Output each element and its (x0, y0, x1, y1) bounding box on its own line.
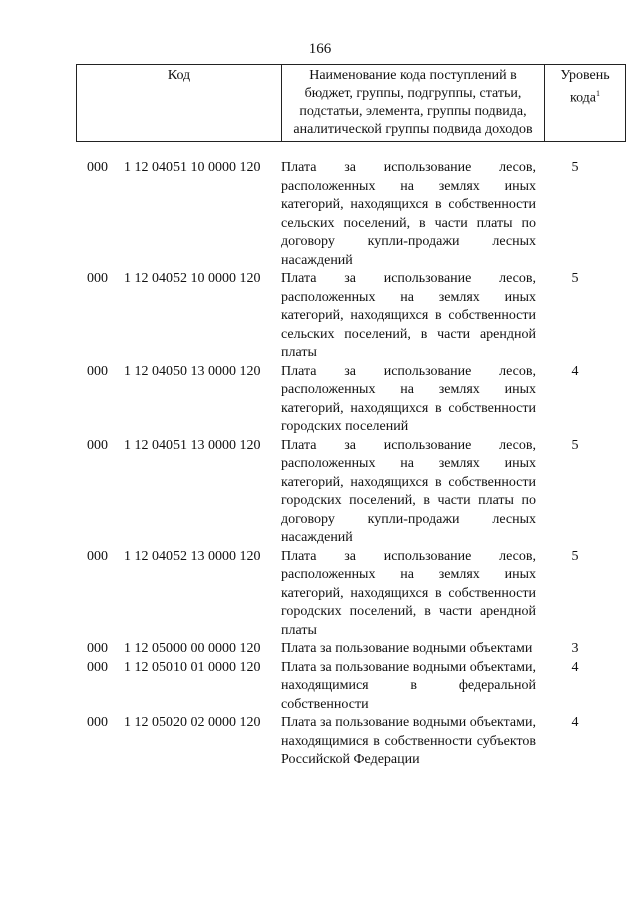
row-prefix: 000 (87, 715, 108, 730)
row-name: Плата за пользование водными объектами (281, 641, 533, 656)
row-prefix: 000 (87, 641, 108, 656)
table-row (0, 159, 640, 270)
row-name: Плата за использование лесов, расположенных на землях иных категорий, находящихся в собственности сельских поселений, в части арендной платы (281, 271, 536, 360)
header-code-label: Код (167, 68, 191, 83)
row-prefix: 000 (87, 160, 108, 175)
table-row (0, 363, 640, 437)
header-level-cell (545, 65, 626, 142)
row-prefix: 000 (87, 548, 108, 564)
row-code: 1 12 05010 01 0000 120 (124, 659, 261, 675)
row-code: 1 12 05000 00 0000 120 (124, 641, 261, 656)
row-prefix: 000 (87, 437, 108, 453)
row-name: Плата за использование лесов, расположенных на землях иных категорий, находящихся в собственности сельских поселений, в части платы по договору купли-продажи лесных насаждений (281, 160, 536, 268)
table-row (0, 437, 640, 548)
row-prefix: 000 (87, 363, 108, 379)
row-code: 1 12 04052 10 0000 120 (124, 271, 261, 286)
row-name: Плата за использование лесов, расположенных на землях иных категорий, находящихся в собственности городских поселений, в части платы по договору купли-продажи лесных насаждений (281, 437, 536, 545)
table-row (0, 659, 640, 715)
table-row (0, 548, 640, 641)
table-header (76, 64, 626, 142)
row-level: 5 (571, 160, 579, 175)
row-prefix: 000 (87, 271, 108, 286)
page-number: 166 (308, 41, 332, 57)
row-level: 5 (571, 437, 579, 453)
row-level: 4 (571, 363, 579, 379)
row-level: 5 (571, 271, 579, 286)
row-code: 1 12 05020 02 0000 120 (124, 715, 261, 730)
row-name: Плата за использование лесов, расположенных на землях иных категорий, находящихся в собственности городских поселений (281, 363, 536, 434)
row-prefix: 000 (87, 659, 108, 675)
header-name-label: Наименование кода поступлений в бюджет, группы, подгруппы, статьи, подстатьи, элемента, группы подвида, аналитической группы подвида доходов (293, 68, 533, 137)
row-name: Плата за пользование водными объектами, находящимися в собственности субъектов Российской Федерации (281, 715, 536, 767)
header-level-footnote: 1 (596, 89, 601, 98)
row-name: Плата за использование лесов, расположенных на землях иных категорий, находящихся в собственности городских поселений, в части арендной платы (281, 548, 536, 638)
header-level-label: Уровень кода (560, 68, 610, 106)
header-name-cell (282, 65, 545, 142)
header-code-cell (77, 65, 282, 142)
table-row (0, 270, 640, 363)
row-name: Плата за пользование водными объектами, находящимися в федеральной собственности (281, 659, 536, 712)
row-code: 1 12 04051 13 0000 120 (124, 437, 261, 453)
row-level: 4 (571, 659, 579, 675)
income-code-list (0, 159, 640, 770)
row-code: 1 12 04051 10 0000 120 (124, 160, 261, 175)
row-level: 3 (571, 641, 579, 656)
row-level: 5 (571, 548, 579, 564)
row-code: 1 12 04050 13 0000 120 (124, 363, 261, 379)
row-code: 1 12 04052 13 0000 120 (124, 548, 261, 564)
row-level: 4 (571, 715, 579, 730)
table-row (0, 640, 640, 659)
table-row (0, 714, 640, 770)
